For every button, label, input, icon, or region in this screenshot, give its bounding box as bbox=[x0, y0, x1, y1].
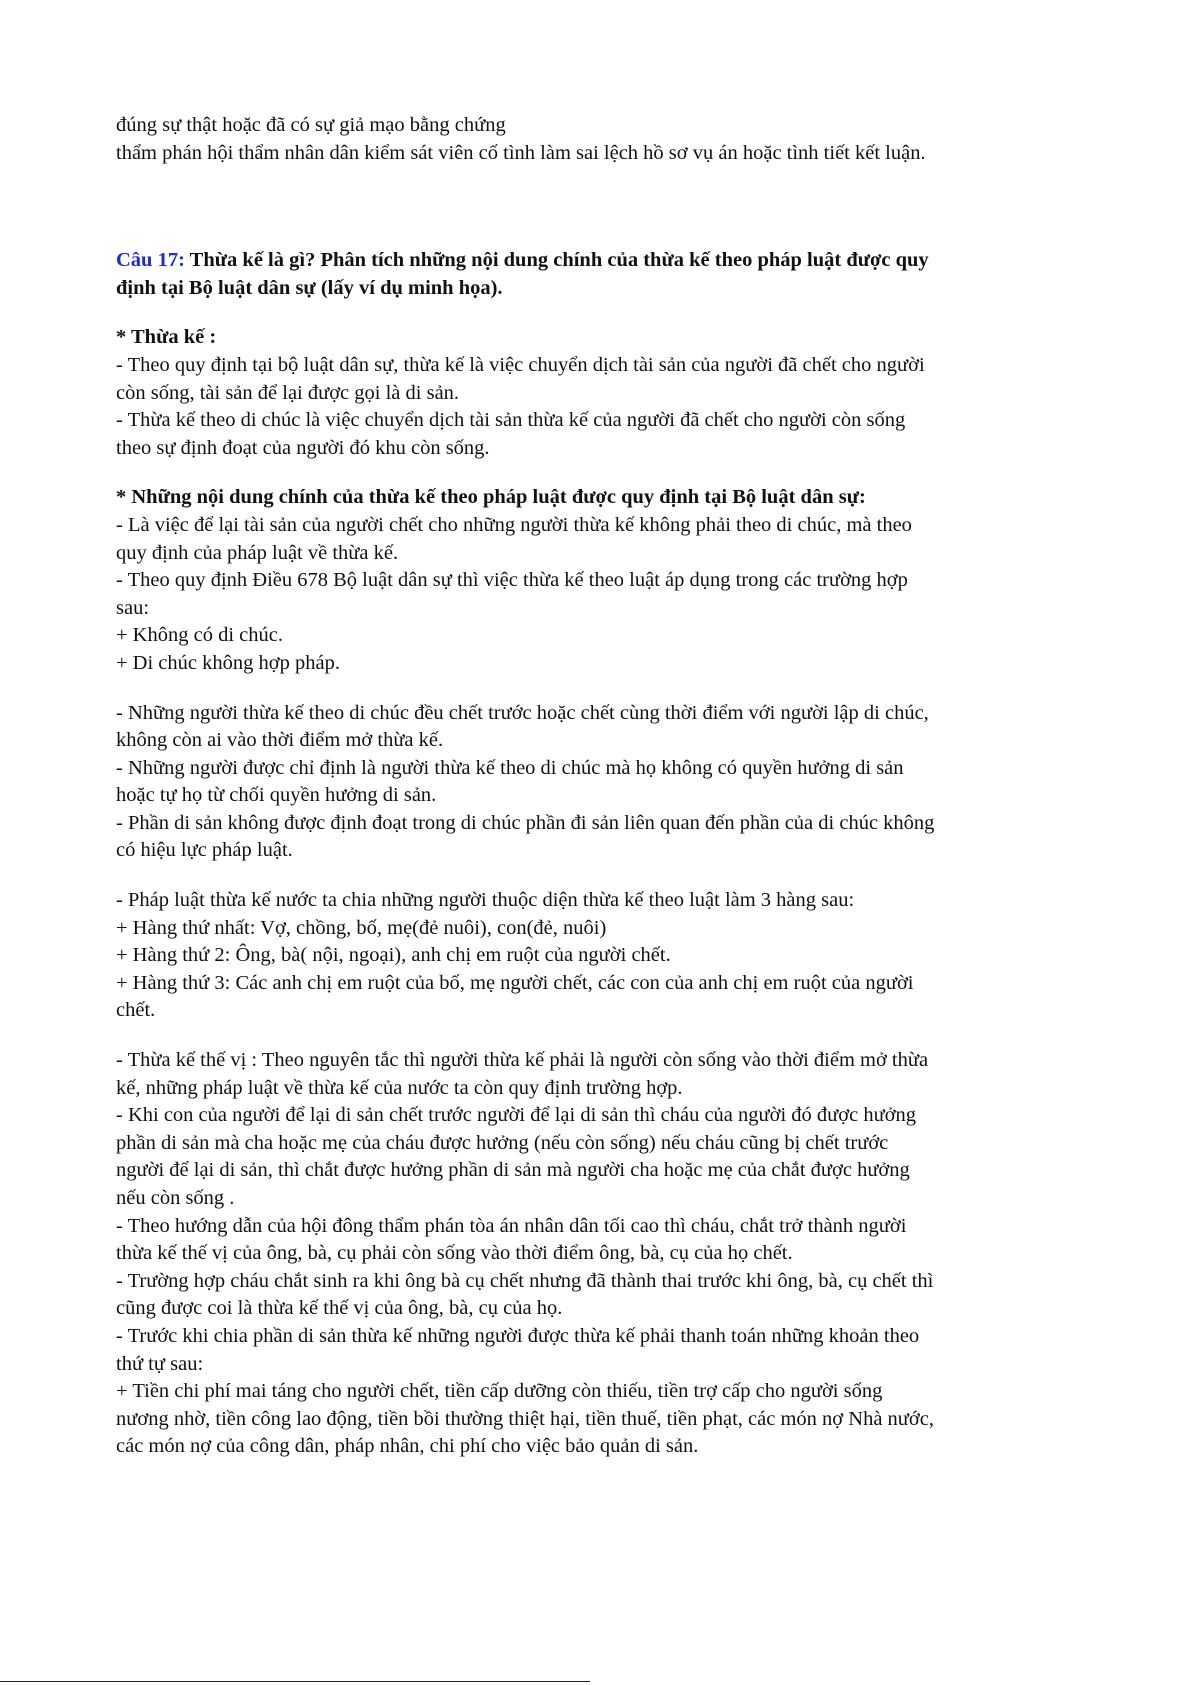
page-bottom-rule bbox=[0, 1681, 590, 1682]
section-heading: * Thừa kế : bbox=[116, 326, 217, 349]
text-line: theo sự định đoạt của người đó khu còn sống. bbox=[116, 436, 490, 459]
text-line: cũng được coi là thừa kế thế vị của ông, bà, cụ của họ. bbox=[116, 1297, 563, 1320]
text-line: - Trường hợp cháu chắt sinh ra khi ông bà cụ chết nhưng đã thành thai trước khi ông, bà, cụ chết thì bbox=[116, 1269, 934, 1292]
text-line: - Trước khi chia phần di sản thừa kế những người được thừa kế phải thanh toán những khoản theo bbox=[116, 1324, 920, 1347]
document-page bbox=[116, 112, 1096, 1461]
text-line: phần di sản mà cha hoặc mẹ của cháu được hưởng (nếu còn sống) nếu cháu cũng bị chết trước bbox=[116, 1131, 889, 1154]
text-line: - Theo quy định Điều 678 Bộ luật dân sự thì việc thừa kế theo luật áp dụng trong các trường hợp bbox=[116, 569, 908, 592]
text-line: chết. bbox=[116, 999, 156, 1022]
text-line: + Di chúc không hợp pháp. bbox=[116, 651, 340, 674]
text-line: quy định của pháp luật về thừa kế. bbox=[116, 541, 399, 564]
text-line: - Khi con của người để lại di sản chết trước người để lại di sản thì cháu của người đó được hưởng bbox=[116, 1104, 917, 1127]
question-label: Câu 17: bbox=[116, 249, 185, 272]
top-paragraph bbox=[116, 112, 1096, 167]
text-line: có hiệu lực pháp luật. bbox=[116, 839, 293, 862]
text-line: + Không có di chúc. bbox=[116, 624, 283, 647]
text-line: - Là việc để lại tài sản của người chết cho những người thừa kế không phải theo di chúc, mà theo bbox=[116, 513, 912, 536]
text-line: nương nhờ, tiền công lao động, tiền bồi thường thiệt hại, tiền thuế, tiền phạt, các món nợ Nhà nước, bbox=[116, 1407, 934, 1430]
text-line: - Những người được chỉ định là người thừa kế theo di chúc mà họ không có quyền hưởng di sản bbox=[116, 756, 904, 779]
text-line: các món nợ của công dân, pháp nhân, chi phí cho việc bảo quản di sản. bbox=[116, 1435, 699, 1458]
question-line-1 bbox=[116, 247, 1096, 275]
text-line: + Hàng thứ nhất: Vợ, chồng, bố, mẹ(đẻ nuôi), con(đẻ, nuôi) bbox=[116, 916, 607, 939]
text-line: thừa kế thế vị của ông, bà, cụ phải còn sống vào thời điểm ông, bà, cụ của họ chết. bbox=[116, 1242, 793, 1265]
text-line: + Hàng thứ 3: Các anh chị em ruột của bố, mẹ người chết, các con của anh chị em ruột của người bbox=[116, 971, 914, 994]
question-text: Thừa kế là gì? Phân tích những nội dung chính của thừa kế theo pháp luật được quy bbox=[184, 249, 929, 272]
text-line: - Những người thừa kế theo di chúc đều chết trước hoặc chết cùng thời điểm với người lập di chúc, bbox=[116, 701, 929, 724]
text-line: còn sống, tài sản để lại được gọi là di sản. bbox=[116, 381, 460, 404]
text-line: - Phần di sản không được định đoạt trong di chúc phần đi sản liên quan đến phần của di chúc không bbox=[116, 811, 935, 834]
text-line: - Theo hướng dẫn của hội đông thẩm phán tòa án nhân dân tối cao thì cháu, chắt trở thành người bbox=[116, 1214, 907, 1237]
text-line: hoặc tự họ từ chối quyền hưởng di sản. bbox=[116, 784, 437, 807]
section-thua-ke bbox=[116, 324, 1096, 462]
text-line: - Pháp luật thừa kế nước ta chia những người thuộc diện thừa kế theo luật làm 3 hàng sau: bbox=[116, 889, 855, 912]
section-noi-dung bbox=[116, 484, 1096, 1461]
text-line: không còn ai vào thời điểm mở thừa kế. bbox=[116, 729, 444, 752]
text-line: - Theo quy định tại bộ luật dân sự, thừa kế là việc chuyển dịch tài sản của người đã chết cho người bbox=[116, 353, 925, 376]
text-line: thẩm phán hội thẩm nhân dân kiểm sát viên cố tình làm sai lệch hồ sơ vụ án hoặc tình tiết kết luận. bbox=[116, 141, 926, 164]
text-line: - Thừa kế thế vị : Theo nguyên tắc thì người thừa kế phải là người còn sống vào thời điểm mở thừa bbox=[116, 1049, 929, 1072]
text-line: nếu còn sống . bbox=[116, 1187, 235, 1209]
text-line: đúng sự thật hoặc đã có sự giả mạo bằng chứng bbox=[116, 114, 506, 136]
text-line: kế, những pháp luật về thừa kế của nước ta còn quy định trường hợp. bbox=[116, 1076, 683, 1099]
text-line: - Thừa kế theo di chúc là việc chuyển dịch tài sản thừa kế của người đã chết cho người còn sống bbox=[116, 409, 906, 432]
section-heading: * Những nội dung chính của thừa kế theo pháp luật được quy định tại Bộ luật dân sự: bbox=[116, 486, 866, 509]
text-line: + Tiền chi phí mai táng cho người chết, tiền cấp dưỡng còn thiếu, tiền trợ cấp cho người sống bbox=[116, 1380, 883, 1403]
text-line: sau: bbox=[116, 596, 150, 619]
text-line: + Hàng thứ 2: Ông, bà( nội, ngoại), anh chị em ruột của người chết. bbox=[116, 944, 671, 967]
text-line: người để lại di sản, thì chắt được hưởng phần di sản mà người cha hoặc mẹ của chắt được hưởng bbox=[116, 1159, 910, 1182]
text-line: thứ tự sau: bbox=[116, 1352, 204, 1375]
question-line-2: định tại Bộ luật dân sự (lấy ví dụ minh họa). bbox=[116, 276, 503, 299]
question-heading bbox=[116, 247, 1096, 302]
